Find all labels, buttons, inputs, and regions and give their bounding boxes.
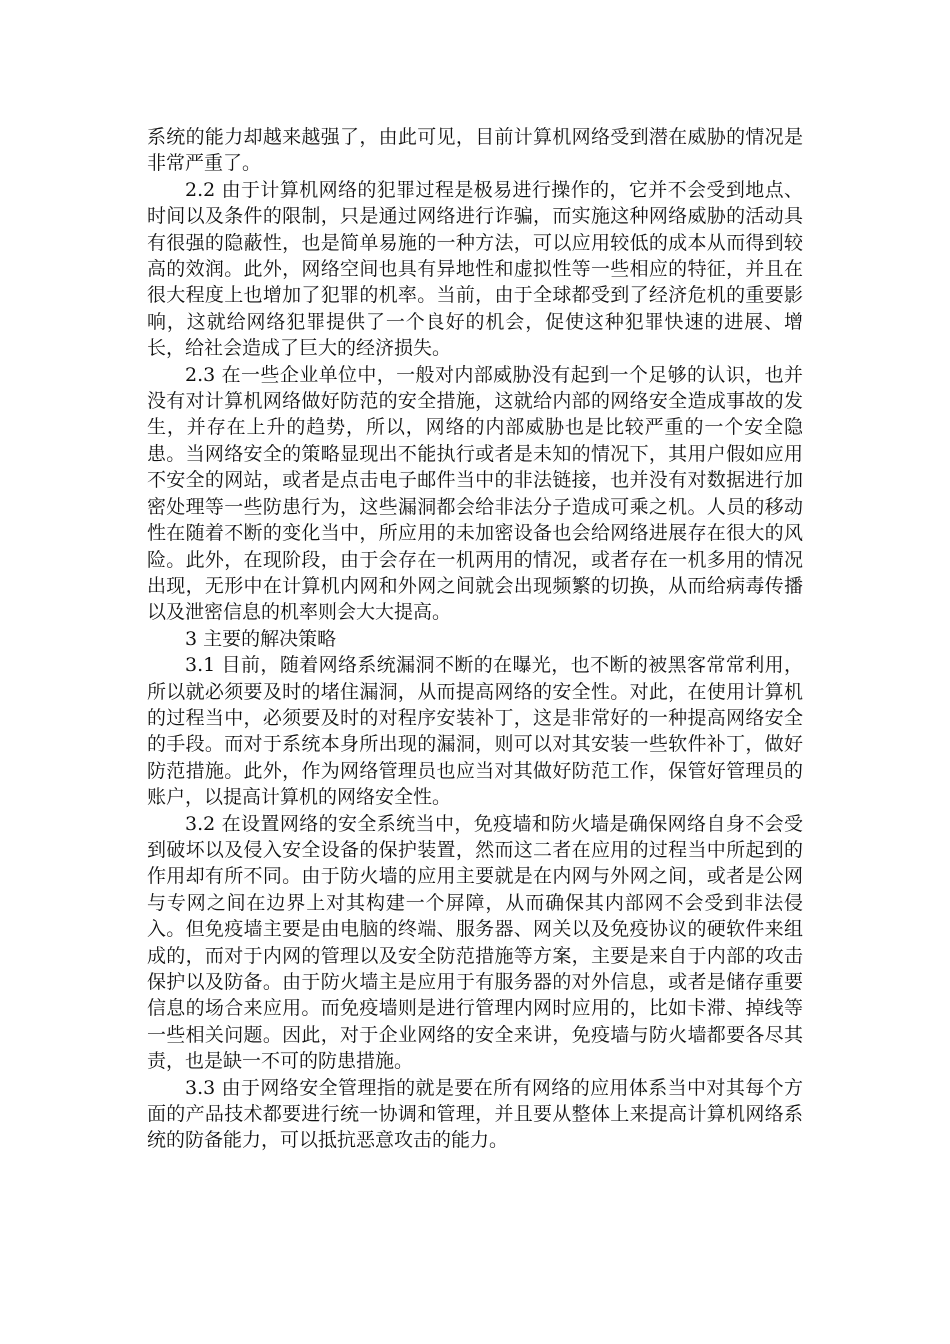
section-heading-3: 3 主要的解决策略 <box>185 627 337 650</box>
paragraph-2-2: 2.2 由于计算机网络的犯罪过程是极易进行操作的，它并不会受到地点、时间以及条件的限制，只是通过网络进行诈骗，而实施这种网络威胁的活动具有很强的隐蔽性，也是简单易施的一种方法，可以应用较低的成本从而得到较高的效润。此外，网络空间也具有异地性和虚拟性等一些相应的特征，并且在很大程度上也增加了犯罪的机率。当前，由于全球都受到了经济危机的重要影响，这就给网络犯罪提供了一个良好的机会，促使这种犯罪快速的进展、增长，给社会造成了巨大的经济损失。 <box>147 178 803 360</box>
paragraph-3-3: 3.3 由于网络安全管理指的就是要在所有网络的应用体系当中对其每个方面的产品技术都要进行统一协调和管理，并且要从整体上来提高计算机网络系统的防备能力，可以抵抗恶意攻击的能力。 <box>147 1076 803 1152</box>
document-body <box>147 124 803 1154</box>
paragraph-3-1: 3.1 目前，随着网络系统漏洞不断的在曝光，也不断的被黑客常常利用，所以就必须要及时的堵住漏洞，从而提高网络的安全性。对此，在使用计算机的过程当中，必须要及时的对程序安装补丁，这是非常好的一种提高网络安全的手段。而对于系统本身所出现的漏洞，则可以对其安装一些软件补丁，做好防范措施。此外，作为网络管理员也应当对其做好防范工作，保管好管理员的账户，以提高计算机的网络安全性。 <box>147 654 803 809</box>
paragraph-continuation: 系统的能力却越来越强了，由此可见，目前计算机网络受到潜在威胁的情况是非常严重了。 <box>147 126 803 175</box>
paragraph-2-3: 2.3 在一些企业单位中，一般对内部威胁没有起到一个足够的认识，也并没有对计算机网络做好防范的安全措施，这就给内部的网络安全造成事故的发生，并存在上升的趋势，所以，网络的内部威胁也是比较严重的一个安全隐患。当网络安全的策略显现出不能执行或者是未知的情况下，其用户假如应用不安全的网站，或者是点击电子邮件当中的非法链接，也并没有对数据进行加密处理等一些防患行为，这些漏洞都会给非法分子造成可乘之机。人员的移动性在随着不断的变化当中，所应用的未加密设备也会给网络进展存在很大的风险。此外，在现阶段，由于会存在一机两用的情况，或者存在一机多用的情况出现，无形中在计算机内网和外网之间就会出现频繁的切换，从而给病毒传播以及泄密信息的机率则会大大提高。 <box>147 363 803 624</box>
paragraph-3-2: 3.2 在设置网络的安全系统当中，免疫墙和防火墙是确保网络自身不会受到破坏以及侵入安全设备的保护装置，然而这二者在应用的过程当中所起到的作用却有所不同。由于防火墙的应用主要就是在内网与外网之间，或者是公网与专网之间在边界上对其构建一个屏障，从而确保其内部网不会受到非法侵入。但免疫墙主要是由电脑的终端、服务器、网关以及免疫协议的硬软件来组成的，而对于内网的管理以及安全防范措施等方案，主要是来自于内部的攻击保护以及防备。由于防火墙主是应用于有服务器的对外信息，或者是储存重要信息的场合来应用。而免疫墙则是进行管理内网时应用的，比如卡滞、掉线等一些相关问题。因此，对于企业网络的安全来讲，免疫墙与防火墙都要各尽其责，也是缺一不可的防患措施。 <box>147 812 803 1073</box>
